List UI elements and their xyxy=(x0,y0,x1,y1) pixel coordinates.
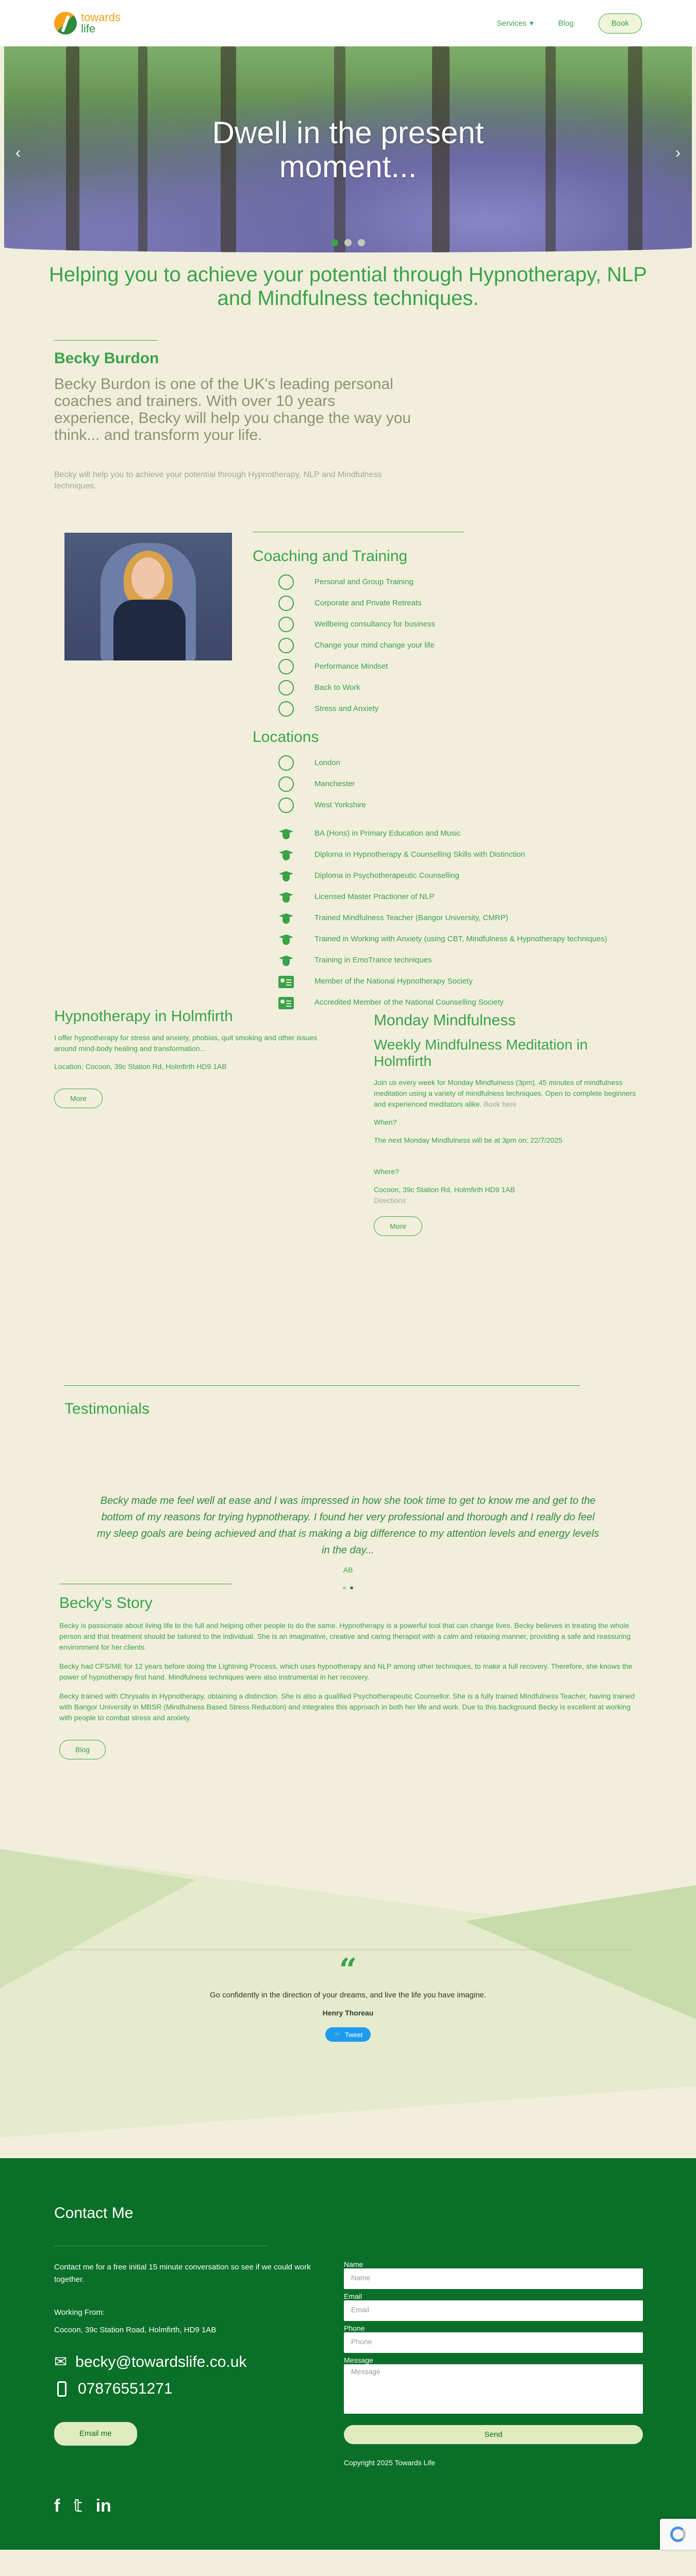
mindfulness-more-button[interactable]: More xyxy=(374,1216,422,1236)
phone-label: Phone xyxy=(344,2324,365,2333)
social-links xyxy=(54,2496,111,2516)
logo-icon xyxy=(54,12,77,35)
book-button[interactable]: Book xyxy=(599,13,642,33)
locations-list xyxy=(253,752,644,816)
bio-summary: Becky will help you to achieve your potential through Hypnotherapy, NLP and Mindfulness techniques. xyxy=(54,470,382,490)
list-item: Trained Mindfulness Teacher (Bangor University, CMRP) xyxy=(253,907,644,928)
slider-dot[interactable] xyxy=(358,239,365,246)
when-label: When? xyxy=(374,1117,397,1126)
email-input[interactable]: Email xyxy=(344,2300,643,2321)
where-text: Cocoon, 39c Station Rd, Holmfirth HD9 1AB Directions xyxy=(374,1185,515,1205)
story-paragraph: Becky is passionate about living life to the full and helping other people to do the same. Hypnotherapy is a powerful tool that can change lives. Becky believes in treating the whole person and that treatment should be tailored to the individual. She is an imaginative, creative and caring therapist with a calm and relaxing manner, providing a safe and reassuring environment for her clients. xyxy=(59,1621,631,1652)
hypnotherapy-text: I offer hypnotherapy for stress and anxiety, phobias, quit smoking and other issues around mind-body healing and transformation... xyxy=(54,1033,317,1053)
graduation-cap-icon xyxy=(278,953,294,968)
graduation-cap-icon xyxy=(278,847,294,862)
tagline: Helping you to achieve your potential through Hypnotherapy, NLP and Mindfulness techniques. xyxy=(49,263,647,310)
contact-title: Contact Me xyxy=(54,2205,134,2222)
phone-input[interactable]: Phone xyxy=(344,2332,643,2353)
circle-icon xyxy=(278,798,294,813)
divider xyxy=(64,1385,580,1386)
chevron-right-icon[interactable]: › xyxy=(675,144,681,161)
list-item: BA (Hons) in Primary Education and Music xyxy=(253,823,644,844)
list-item: West Yorkshire xyxy=(253,794,644,816)
contact-intro: Contact me for a free initial 15 minute conversation so see if we could work together. xyxy=(54,2263,311,2284)
mindfulness-title: Monday Mindfulness xyxy=(374,1012,516,1029)
hypnotherapy-location: Location: Cocoon, 39c Station Rd, Holmfirth HD9 1AB xyxy=(54,1062,227,1071)
list-item: Personal and Group Training xyxy=(253,571,644,592)
slider-dot[interactable] xyxy=(344,239,352,246)
list-item: Performance Mindset xyxy=(253,656,644,677)
directions-link[interactable]: Directions xyxy=(374,1196,406,1205)
id-card-icon xyxy=(278,976,294,988)
circle-icon xyxy=(278,596,294,611)
nav-services[interactable]: Services ▾ xyxy=(496,19,534,28)
list-item: Diploma in Psychotherapeutic Counselling xyxy=(253,865,644,886)
working-address: Cocoon, 39c Station Road, Holmfirth, HD9 1AB xyxy=(54,2326,217,2335)
list-item: Stress and Anxiety xyxy=(253,698,644,719)
band-author: Henry Thoreau xyxy=(322,2009,374,2018)
slider-dots xyxy=(4,239,692,246)
book-here-link[interactable]: Book here xyxy=(484,1099,517,1108)
logo-line1: towards xyxy=(81,11,121,24)
email-link[interactable]: ✉ becky@towardslife.co.uk xyxy=(54,2350,333,2375)
nav-blog[interactable]: Blog xyxy=(558,19,574,28)
list-item: Licensed Master Practioner of NLP xyxy=(253,886,644,907)
graduation-cap-icon xyxy=(278,931,294,947)
circle-icon xyxy=(278,701,294,717)
divider xyxy=(54,340,157,341)
list-item: Training in EmoTrance techniques xyxy=(253,950,644,971)
contact-form xyxy=(344,2257,643,2467)
circle-icon xyxy=(278,680,294,696)
phone-link[interactable]: 07876551271 xyxy=(54,2377,333,2401)
graduation-cap-icon xyxy=(278,889,294,905)
blog-button[interactable]: Blog xyxy=(59,1740,106,1759)
testimonial-author: AB xyxy=(343,1566,353,1574)
circle-icon xyxy=(278,776,294,792)
where-label: Where? xyxy=(374,1167,400,1176)
message-label: Message xyxy=(344,2356,373,2365)
hypnotherapy-card xyxy=(54,1008,363,1385)
list-item: Trained in Working with Anxiety (using CBT, Mindfulness & Hypnotherapy techniques) xyxy=(253,928,644,950)
circle-icon xyxy=(278,574,294,590)
envelope-icon: ✉ xyxy=(54,2353,68,2371)
hero-title: Dwell in the present moment... xyxy=(212,115,484,184)
list-item: Manchester xyxy=(253,773,644,794)
testimonial-quote: Becky made me feel well at ease and I was impressed in how she took time to get to know me and get to the bottom of my reasons for trying hypnotherapy. I found her very professional and thorough and I really do feel my sleep goals are being achieved and that is making a big difference to my attention levels and energy levels in the day... xyxy=(97,1495,599,1556)
band-quote: Go confidently in the direction of your dreams, and live the life you have imagine. xyxy=(209,1991,487,2000)
story-paragraph: Becky had CFS/ME for 12 years before doing the Lightning Process, which uses hypnotherapy and NLP among other techniques, to make a full recovery. Therefore, she knows the power of hypnotherapy first hand. Mindfulness techniques were also instrumental in her recovery. xyxy=(59,1662,633,1682)
working-label: Working From: xyxy=(54,2308,105,2317)
graduation-cap-icon xyxy=(278,826,294,841)
list-item: London xyxy=(253,752,644,773)
services-section xyxy=(0,1008,696,1385)
quote-band xyxy=(0,1849,696,2153)
hero-slider xyxy=(4,46,692,252)
name-label: Name xyxy=(344,2260,363,2269)
mindfulness-card xyxy=(363,1012,642,1385)
site-header xyxy=(0,0,696,46)
mindfulness-text: Join us every week for Monday Mindfulness (3pm). 45 minutes of mindfulness meditation using a variety of mindfulness techniques. Open to complete beginners and experienced meditators alike. Book here xyxy=(374,1078,636,1108)
coaching-list xyxy=(253,571,644,719)
bio-name: Becky Burdon xyxy=(54,350,159,367)
twitter-icon: 🐦 xyxy=(333,2030,342,2039)
story-title: Becky's Story xyxy=(59,1595,153,1612)
circle-icon xyxy=(278,659,294,674)
testimonials-title: Testimonials xyxy=(64,1400,150,1418)
linkedin-icon[interactable]: in xyxy=(95,2496,111,2516)
tweet-button[interactable]: 🐦 Tweet xyxy=(325,2027,371,2042)
twitter-icon[interactable]: 𝕥 xyxy=(73,2496,82,2516)
story-paragraph: Becky trained with Chrysalis in Hypnotherapy, obtaining a distinction. She is also a qualified Psychotherapeutic Counsellor. She is a fully trained Mindfulness Teacher, having trained with Bangor University in MBSR (Mindfulness Based Stress Reduction) and integrates this approach in both her life and work. Due to this background Becky is excellent at working with people to combat stress and anxiety. xyxy=(59,1692,635,1722)
mindfulness-subtitle: Weekly Mindfulness Meditation in Holmfirth xyxy=(374,1037,588,1070)
becky-photo xyxy=(64,533,232,660)
list-item: Change your mind change your life xyxy=(253,635,644,656)
list-item: Back to Work xyxy=(253,677,644,698)
chevron-left-icon[interactable]: ‹ xyxy=(15,144,21,161)
chevron-down-icon: ▾ xyxy=(529,19,534,28)
message-textarea[interactable]: Message xyxy=(344,2364,643,2414)
bio-lead: Becky Burdon is one of the UK's leading personal coaches and trainers. With over 10 years experience, Becky will help you change the way you think... and transform your life. xyxy=(54,376,411,444)
graduation-cap-icon xyxy=(278,868,294,884)
email-label: Email xyxy=(344,2292,362,2301)
circle-icon xyxy=(278,755,294,771)
list-item: Accredited Member of the National Counselling Society xyxy=(253,992,644,1013)
hypnotherapy-more-button[interactable]: More xyxy=(54,1089,103,1108)
list-item: Diploma in Hypnotherapy & Counselling Skills with Distinction xyxy=(253,844,644,865)
id-card-icon xyxy=(278,997,294,1009)
email-me-button[interactable]: Email me xyxy=(54,2422,137,2446)
locations-title: Locations xyxy=(253,728,319,746)
hypnotherapy-title: Hypnotherapy in Holmfirth xyxy=(54,1008,233,1025)
coaching-title: Coaching and Training xyxy=(253,548,408,565)
name-input[interactable]: Name xyxy=(344,2268,643,2289)
story-section xyxy=(0,1584,696,1849)
mobile-phone-icon xyxy=(57,2381,67,2397)
graduation-cap-icon xyxy=(278,910,294,926)
qualifications-list xyxy=(253,823,644,1013)
quote-icon: “ xyxy=(339,1952,357,1989)
recaptcha-icon xyxy=(670,2527,686,2542)
when-text: The next Monday Mindfulness will be at 3pm on: 22/7/2025 xyxy=(374,1136,562,1144)
list-item: Wellbeing consultancy for business xyxy=(253,614,644,635)
copyright: Copyright 2025 Towards Life xyxy=(344,2459,436,2467)
main-nav xyxy=(497,13,642,33)
facebook-icon[interactable]: f xyxy=(54,2496,60,2516)
send-button[interactable]: Send xyxy=(344,2425,643,2444)
testimonials-section xyxy=(0,1385,696,1584)
circle-icon xyxy=(278,617,294,632)
coaching-section xyxy=(0,492,696,1012)
list-item: Corporate and Private Retreats xyxy=(253,592,644,614)
logo-line2: life xyxy=(81,22,96,35)
list-item: Member of the National Hypnotherapy Society xyxy=(253,971,644,992)
slider-dot[interactable] xyxy=(331,239,338,246)
circle-icon xyxy=(278,638,294,653)
recaptcha-badge[interactable] xyxy=(660,2519,696,2550)
site-footer xyxy=(0,2158,696,2550)
bio-section xyxy=(0,340,696,492)
logo[interactable] xyxy=(54,12,121,35)
